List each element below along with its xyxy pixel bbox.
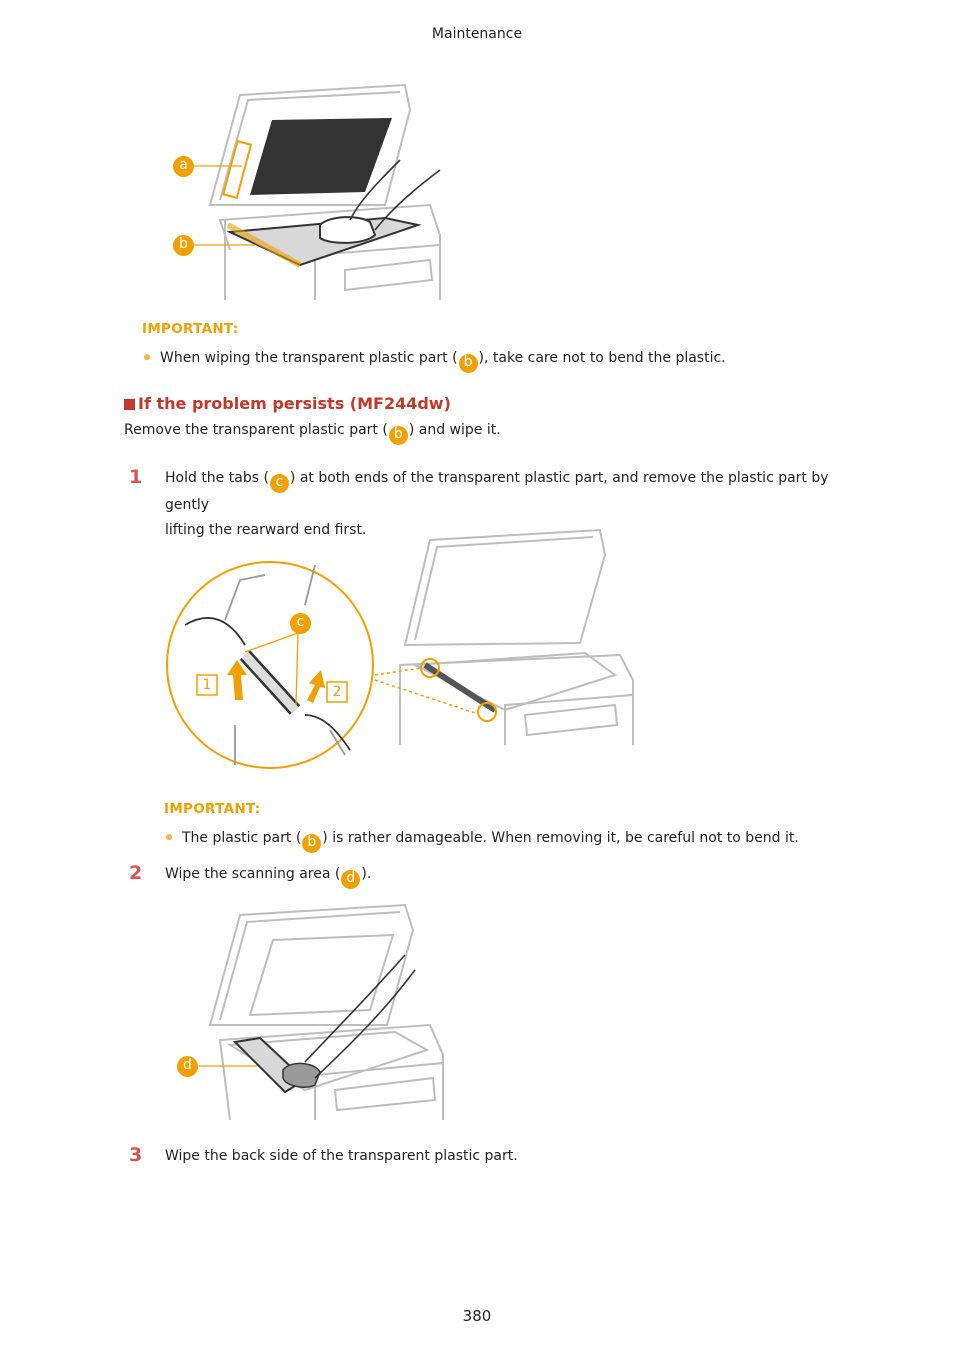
arrow-label-1: 1 xyxy=(202,677,212,693)
section-marker-icon xyxy=(124,399,135,410)
bullet-text-before: The plastic part ( xyxy=(182,830,302,846)
callout-c: c xyxy=(290,613,311,634)
figure-wipe-glass xyxy=(160,80,460,305)
step-number: 1 xyxy=(129,466,143,488)
step-number: 2 xyxy=(129,862,143,884)
bullet-dot xyxy=(166,834,172,840)
callout-b-inline: b xyxy=(459,354,478,373)
important-label: IMPORTANT: xyxy=(164,801,261,817)
step-text-before: Wipe the scanning area ( xyxy=(165,866,341,882)
step-text: Wipe the back side of the transparent plastic part. xyxy=(165,1148,518,1164)
important-bullet xyxy=(166,830,799,853)
important-label: IMPORTANT: xyxy=(142,321,239,337)
bullet-text-after: ), take care not to bend the plastic. xyxy=(478,350,726,366)
page-number: 380 xyxy=(462,1307,492,1325)
callout-a: a xyxy=(173,156,194,177)
callout-d: d xyxy=(177,1056,198,1077)
step-number: 3 xyxy=(129,1144,143,1166)
page-header: Maintenance xyxy=(431,26,523,42)
figure-remove-plastic xyxy=(165,525,645,790)
arrow-label-2: 2 xyxy=(332,684,342,700)
important-bullet xyxy=(144,350,726,373)
callout-b-inline: b xyxy=(302,834,321,853)
bullet-text-after: ) is rather damageable. When removing it, be careful not to bend it. xyxy=(322,830,799,846)
step-text-after: ). xyxy=(361,866,372,882)
section-title-text: If the problem persists (MF244dw) xyxy=(138,394,451,413)
section-intro xyxy=(124,422,501,445)
bullet-text-before: When wiping the transparent plastic part ( xyxy=(160,350,458,366)
bullet-dot xyxy=(144,354,150,360)
step-text-line2: lifting the rearward end first. xyxy=(165,522,367,538)
callout-d-inline: d xyxy=(341,870,360,889)
step-text-before: Hold the tabs ( xyxy=(165,470,269,486)
callout-b-inline: b xyxy=(389,426,408,445)
callout-c-inline: c xyxy=(270,474,289,493)
step-text-after: ) at both ends of the transparent plastic part, and remove the plastic part by gently xyxy=(165,470,829,513)
callout-b: b xyxy=(173,235,194,256)
intro-text-before: Remove the transparent plastic part ( xyxy=(124,422,388,438)
figure-wipe-scanning-area xyxy=(165,900,455,1125)
step-text xyxy=(165,862,371,889)
section-title xyxy=(124,394,451,413)
intro-text-after: ) and wipe it. xyxy=(408,422,501,438)
